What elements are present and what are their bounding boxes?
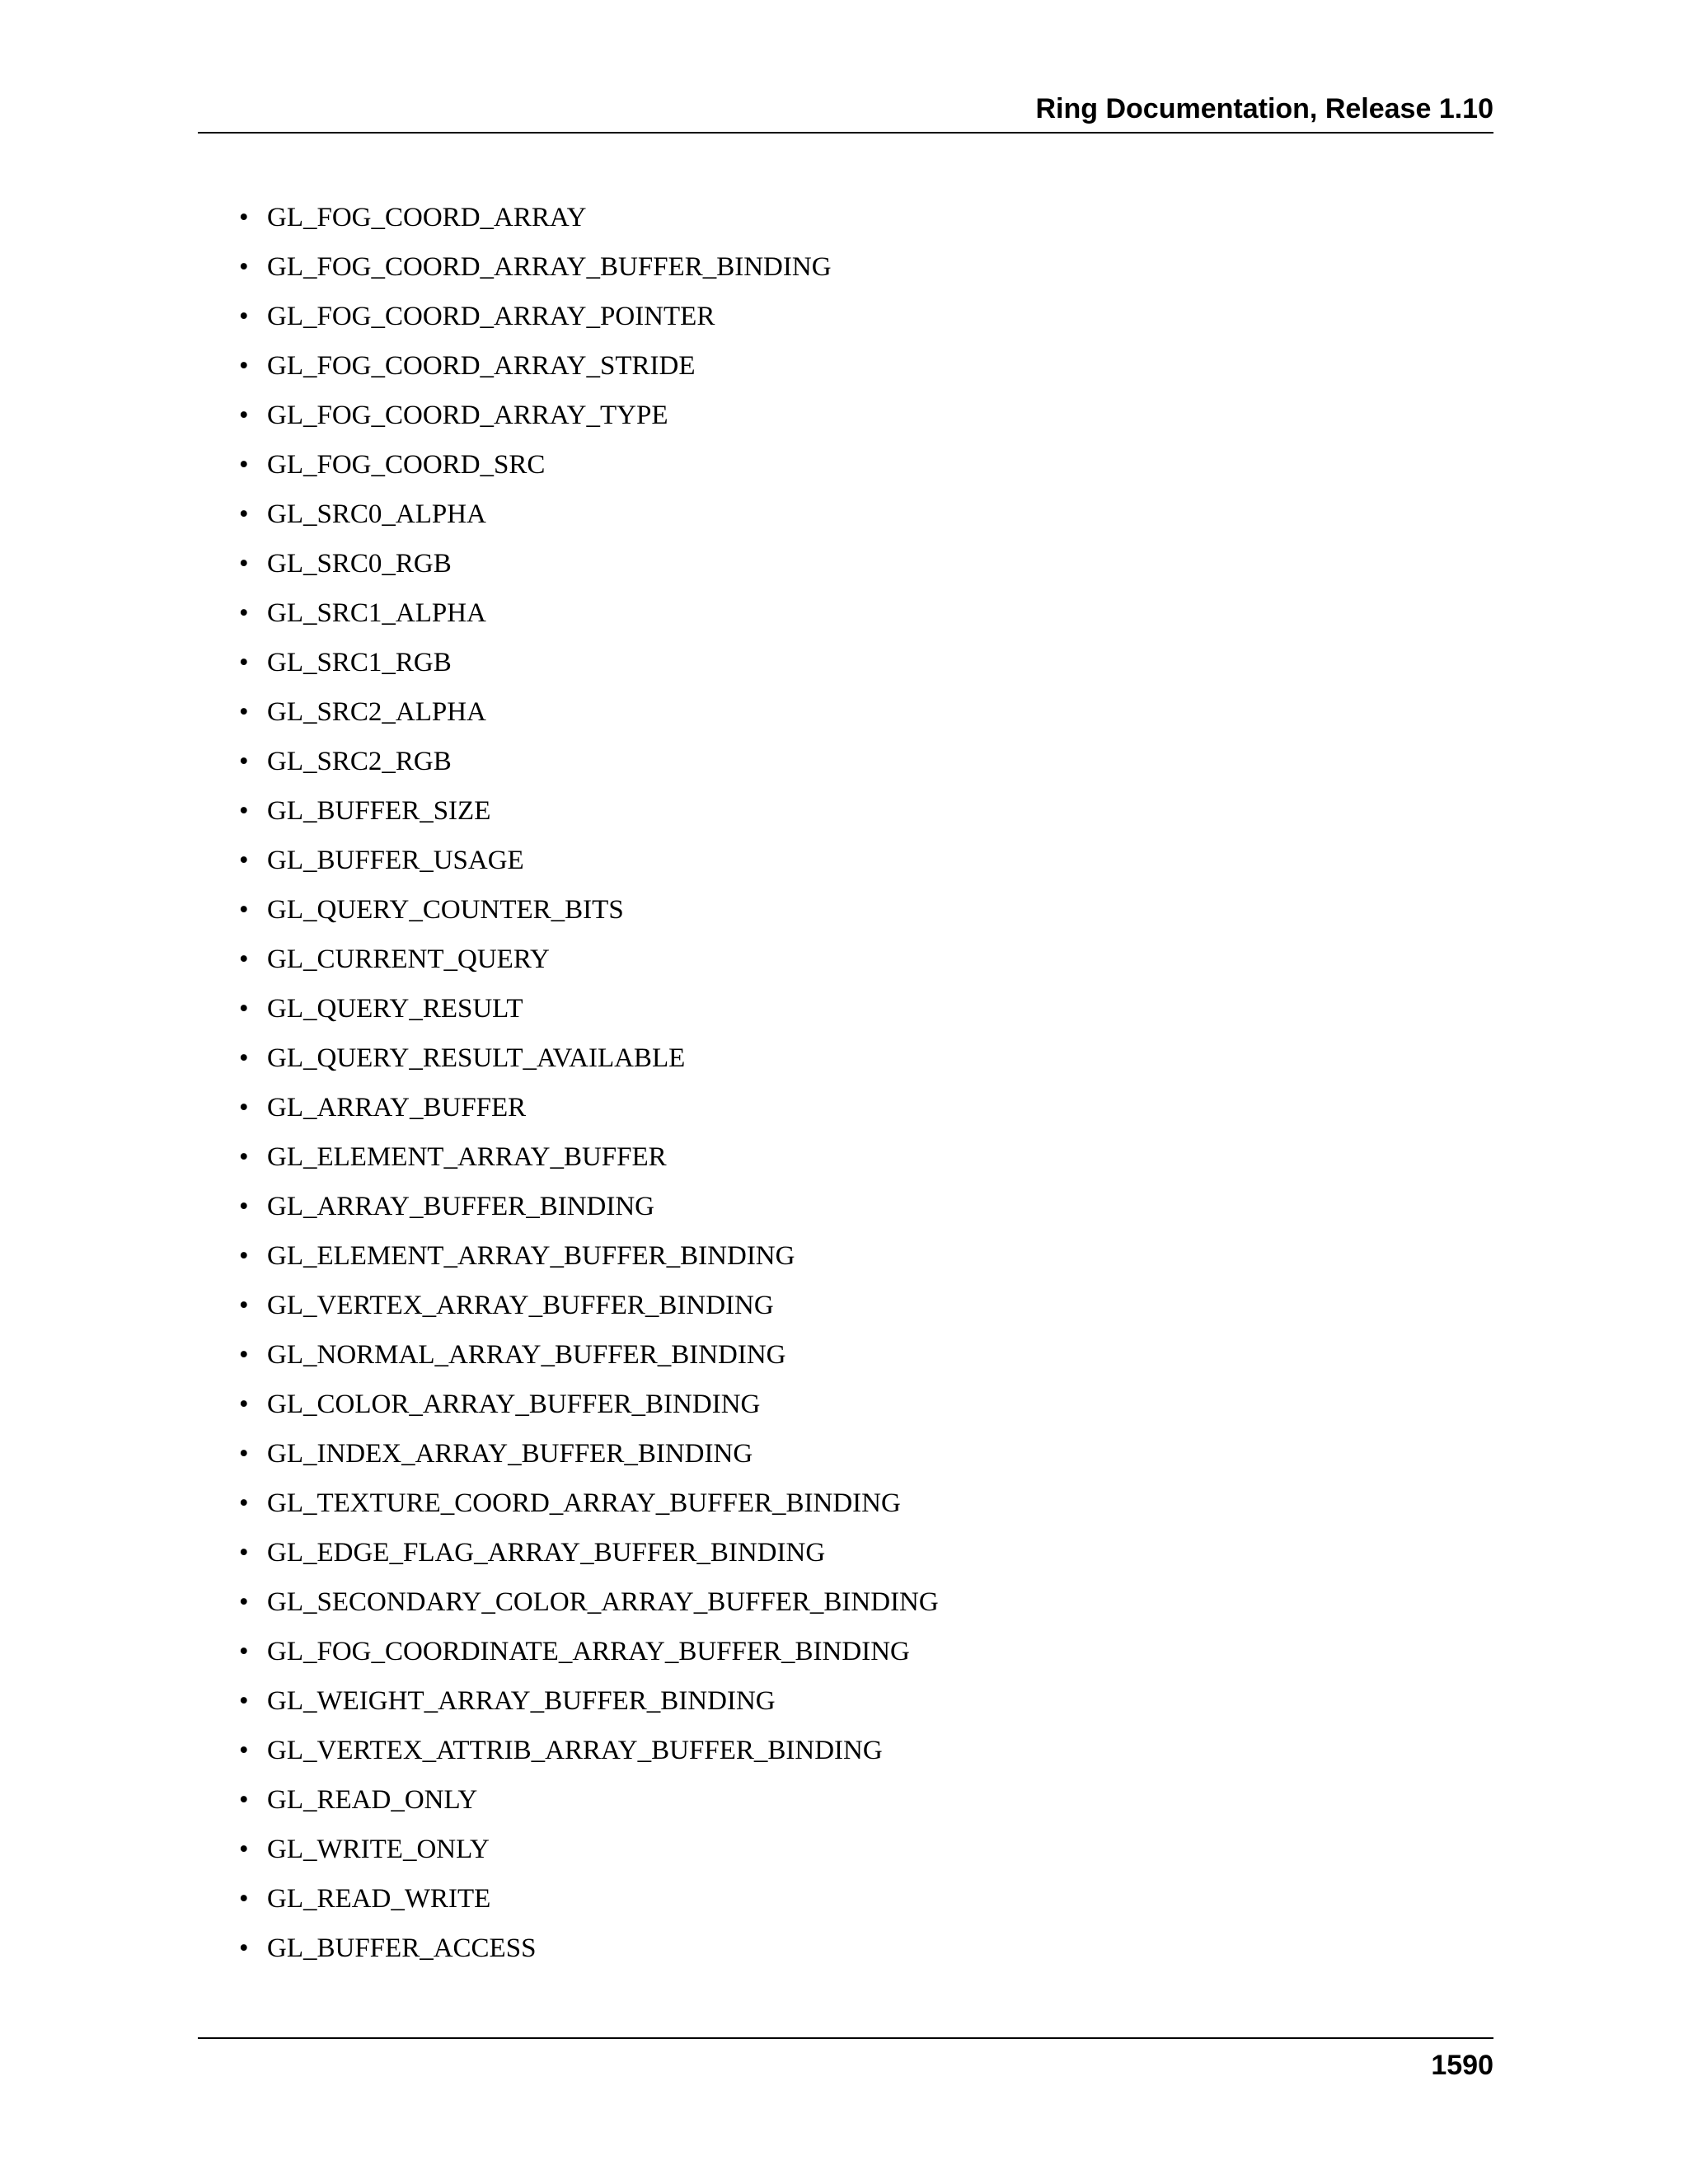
list-item: • GL_QUERY_COUNTER_BITS	[239, 893, 939, 943]
list-item: • GL_ARRAY_BUFFER_BINDING	[239, 1190, 939, 1240]
list-item: • GL_FOG_COORD_SRC	[239, 448, 939, 498]
list-item: • GL_WEIGHT_ARRAY_BUFFER_BINDING	[239, 1685, 939, 1734]
list-item: • GL_BUFFER_ACCESS	[239, 1932, 939, 1981]
list-item: • GL_BUFFER_SIZE	[239, 794, 939, 844]
page-footer	[198, 2037, 1493, 2081]
list-item: • GL_EDGE_FLAG_ARRAY_BUFFER_BINDING	[239, 1536, 939, 1586]
list-item: • GL_FOG_COORD_ARRAY	[239, 201, 939, 251]
page-header	[198, 91, 1493, 134]
constant-list	[239, 201, 939, 1981]
list-item: • GL_SRC0_RGB	[239, 547, 939, 597]
list-item: • GL_SRC0_ALPHA	[239, 498, 939, 547]
list-item: • GL_QUERY_RESULT_AVAILABLE	[239, 1042, 939, 1091]
list-item: • GL_SRC2_ALPHA	[239, 696, 939, 745]
list-item: • GL_INDEX_ARRAY_BUFFER_BINDING	[239, 1437, 939, 1487]
list-item: • GL_SRC1_ALPHA	[239, 597, 939, 646]
list-item: • GL_FOG_COORD_ARRAY_TYPE	[239, 399, 939, 448]
list-item: • GL_QUERY_RESULT	[239, 992, 939, 1042]
list-item: • GL_SRC1_RGB	[239, 646, 939, 696]
list-item: • GL_ELEMENT_ARRAY_BUFFER_BINDING	[239, 1240, 939, 1289]
list-item: • GL_SECONDARY_COLOR_ARRAY_BUFFER_BINDING	[239, 1586, 939, 1635]
header-title: Ring Documentation, Release 1.10	[1035, 93, 1493, 124]
list-item: • GL_READ_WRITE	[239, 1882, 939, 1932]
list-item: • GL_CURRENT_QUERY	[239, 943, 939, 992]
list-item: • GL_VERTEX_ARRAY_BUFFER_BINDING	[239, 1289, 939, 1338]
list-item: • GL_READ_ONLY	[239, 1783, 939, 1833]
list-item: • GL_FOG_COORD_ARRAY_STRIDE	[239, 349, 939, 399]
list-item: • GL_FOG_COORDINATE_ARRAY_BUFFER_BINDING	[239, 1635, 939, 1685]
list-item: • GL_COLOR_ARRAY_BUFFER_BINDING	[239, 1388, 939, 1437]
page-number: 1590	[1431, 2050, 1493, 2081]
list-item: • GL_ARRAY_BUFFER	[239, 1091, 939, 1141]
list-item: • GL_TEXTURE_COORD_ARRAY_BUFFER_BINDING	[239, 1487, 939, 1536]
list-item: • GL_VERTEX_ATTRIB_ARRAY_BUFFER_BINDING	[239, 1734, 939, 1783]
list-item: • GL_FOG_COORD_ARRAY_BUFFER_BINDING	[239, 251, 939, 300]
list-item: • GL_ELEMENT_ARRAY_BUFFER	[239, 1141, 939, 1190]
list-item: • GL_BUFFER_USAGE	[239, 844, 939, 893]
list-item: • GL_WRITE_ONLY	[239, 1833, 939, 1882]
list-item: • GL_SRC2_RGB	[239, 745, 939, 794]
list-item: • GL_FOG_COORD_ARRAY_POINTER	[239, 300, 939, 349]
list-item: • GL_NORMAL_ARRAY_BUFFER_BINDING	[239, 1338, 939, 1388]
